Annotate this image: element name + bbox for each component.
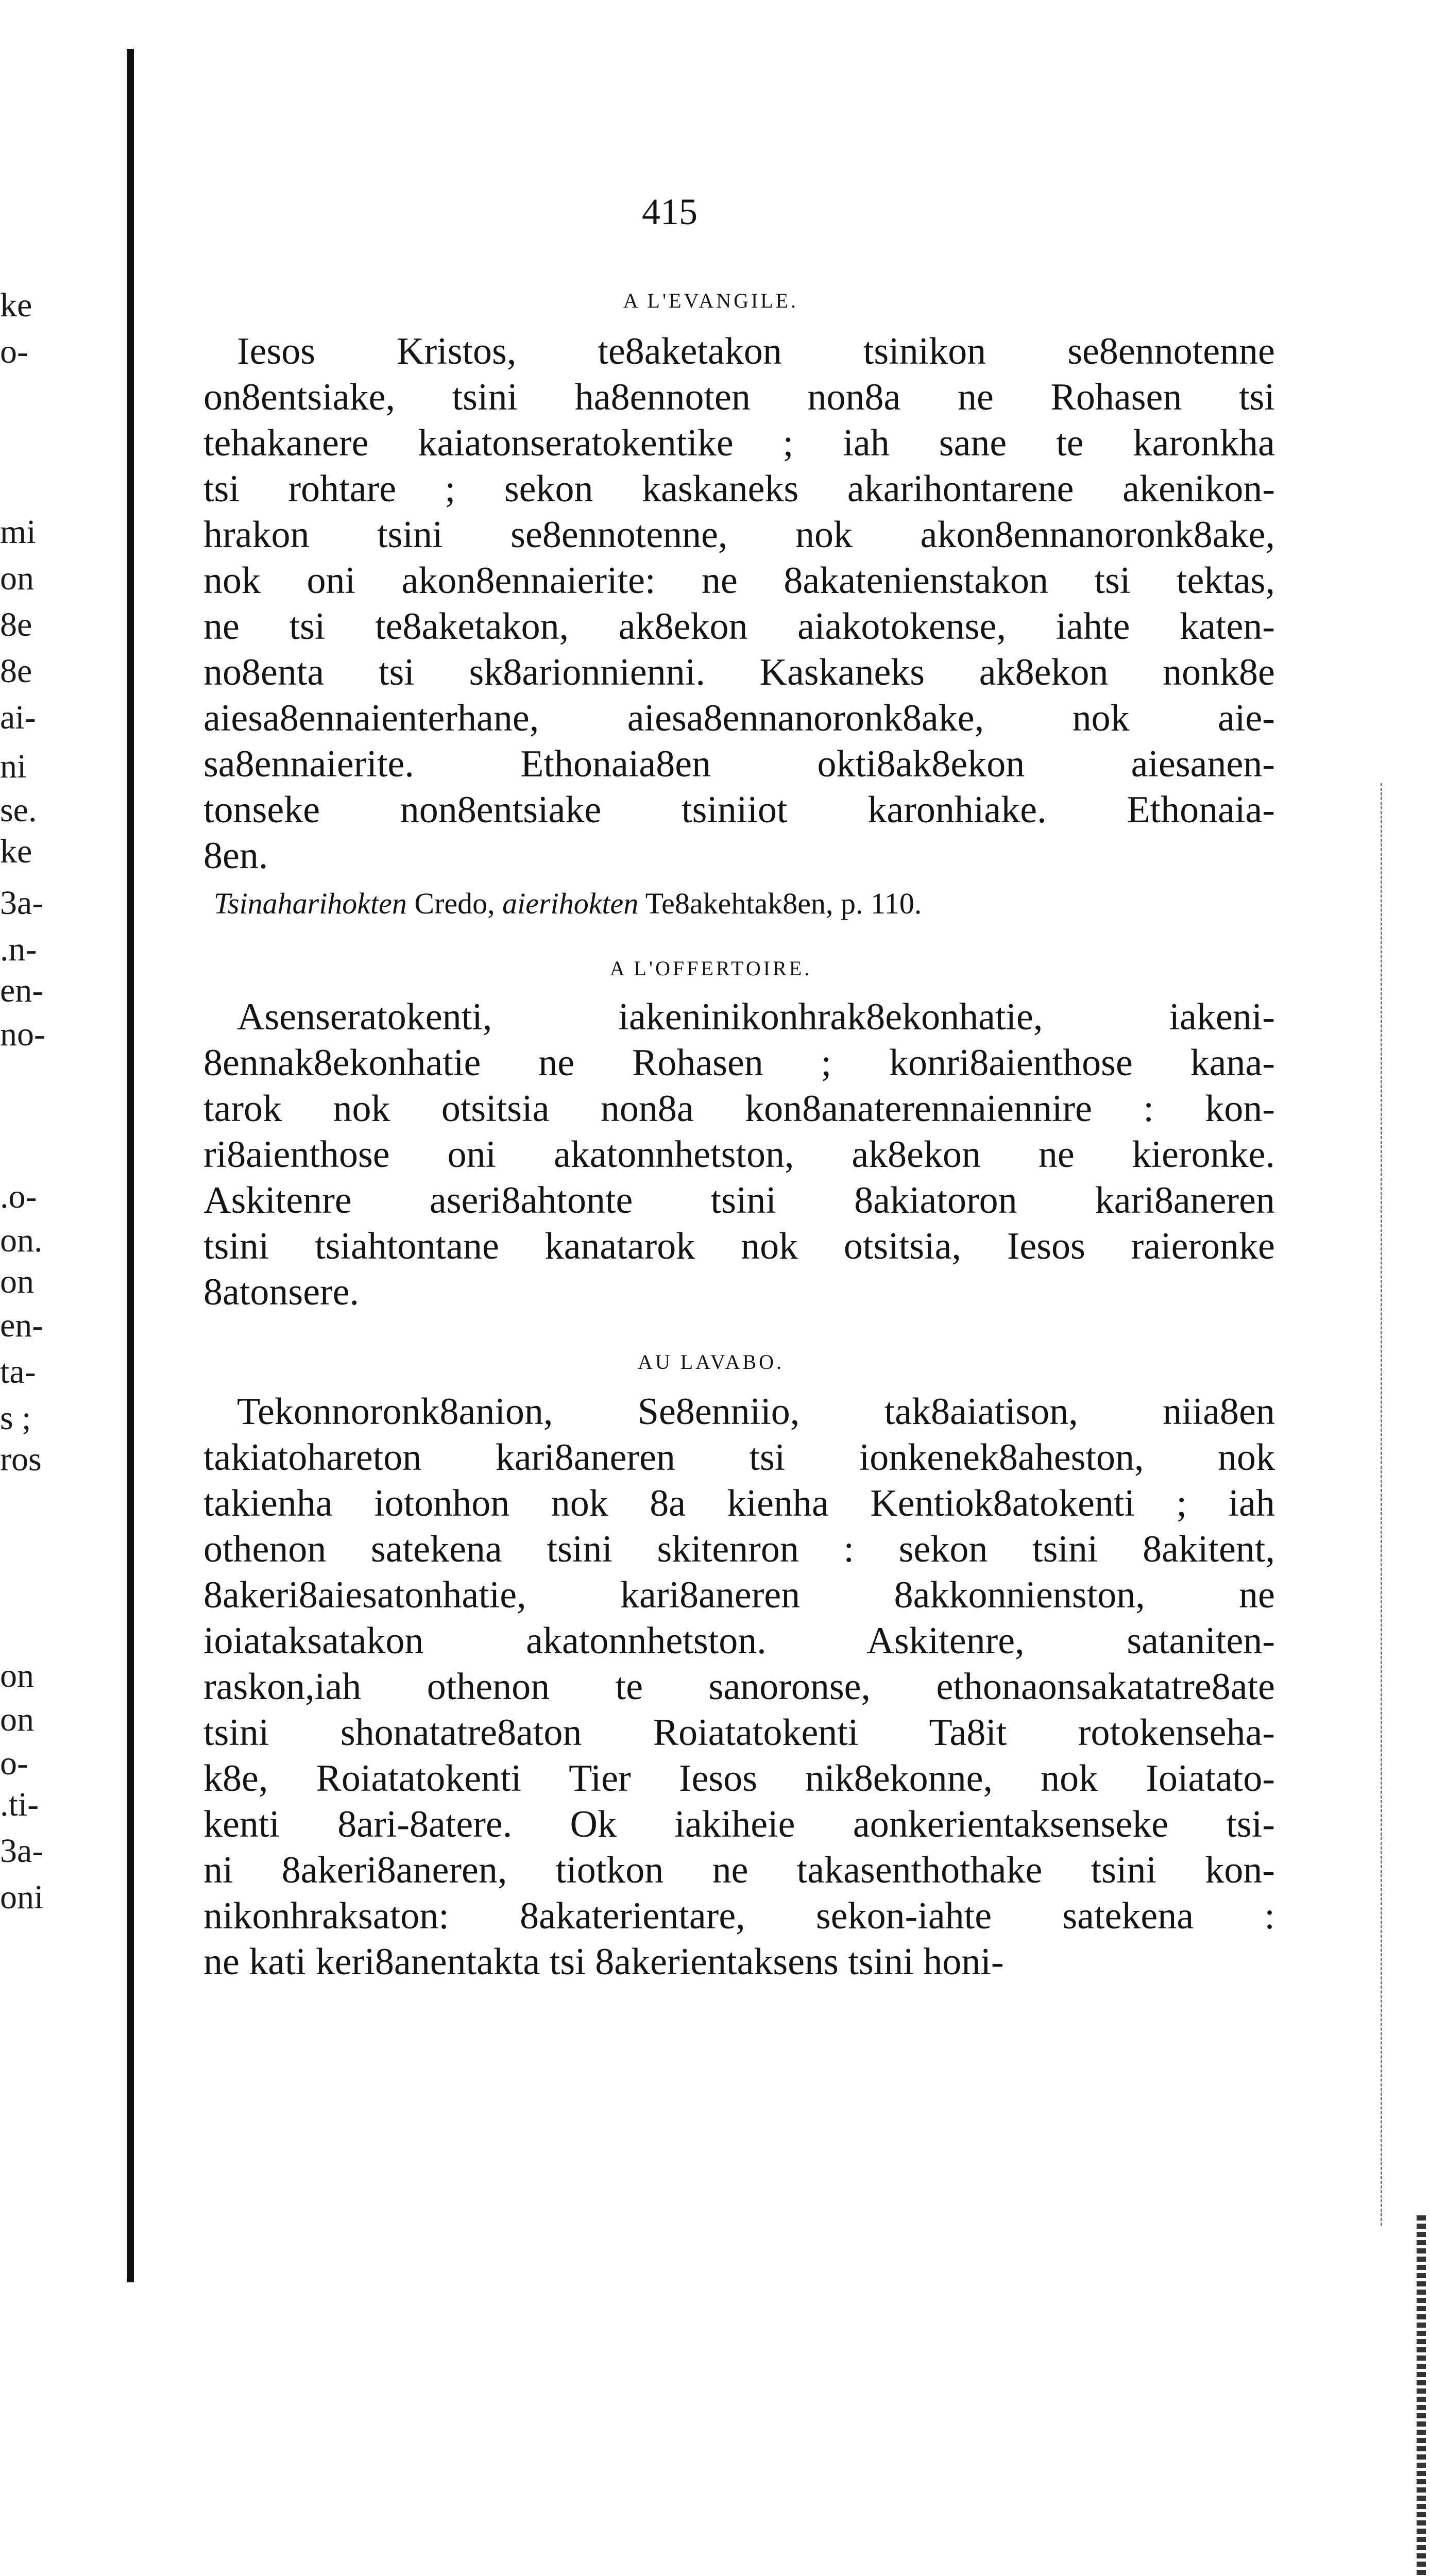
text-line: ioiataksatakon akatonnhetston. Askitenre, sataniten- [203, 1620, 1275, 1662]
text-line: 8ennak8ekonhatie ne Rohasen ; konri8aienthose kana- [203, 1042, 1275, 1084]
paragraph-offertoire [203, 994, 1275, 1315]
edge-dashed-line [1381, 783, 1385, 2226]
margin-fragment: no- [0, 1018, 45, 1052]
margin-fragment: on. [0, 1224, 43, 1258]
text-line: 8en. [203, 835, 268, 877]
text-line: tarok nok otsitsia non8a kon8anaterennaiennire : kon- [203, 1088, 1275, 1130]
margin-fragment: 8e [0, 654, 32, 688]
margin-fragment: oni [0, 1880, 44, 1914]
text-line: tonseke non8entsiake tsiniiot karonhiake. Ethonaia- [203, 789, 1275, 831]
text-line: nikonhraksaton: 8akaterientare, sekon-iahte satekena : [203, 1895, 1275, 1937]
section-heading-offertoire: A L'OFFERTOIRE. [609, 957, 812, 980]
text-line: k8e, Roiatatokenti Tier Iesos nik8ekonne, nok Ioiatato- [203, 1757, 1275, 1800]
section-heading-lavabo: AU LAVABO. [637, 1350, 785, 1374]
margin-fragment: .n- [0, 933, 37, 967]
text-line: on8entsiake, tsini ha8ennoten non8a ne Rohasen tsi [203, 376, 1275, 418]
margin-fragment: en- [0, 1309, 44, 1343]
text-line: sa8ennaierite. Ethonaia8en okti8ak8ekon aiesanen- [203, 743, 1275, 785]
text-line: othenon satekena tsini skitenron : sekon tsini 8akitent, [203, 1528, 1275, 1570]
text-line: Iesos Kristos, te8aketakon tsinikon se8ennotenne [237, 330, 1275, 372]
text-line: takienha iotonhon nok 8a kienha Kentiok8atokenti ; iah [203, 1482, 1275, 1524]
page-number: 415 [642, 191, 697, 232]
margin-fragment: 8e [0, 608, 32, 642]
citation-text-2: Te8akehtak8en, p. 110. [638, 887, 922, 920]
text-line: Askitenre aseri8ahtonte tsini 8akiatoron kari8aneren [203, 1179, 1275, 1222]
margin-fragment: ros [0, 1443, 42, 1477]
margin-fragment: en- [0, 974, 44, 1008]
text-line: Tekonnoronk8anion, Se8enniio, tak8aiatison, niia8en [237, 1391, 1275, 1433]
margin-fragment: .ti- [0, 1788, 39, 1822]
margin-fragment: on [0, 1703, 34, 1737]
margin-fragment: on [0, 1659, 34, 1693]
citation-text-1: Credo, [406, 887, 503, 920]
binding-spine [127, 49, 134, 2282]
margin-fragment: .o- [0, 1180, 37, 1214]
margin-fragment: ke [0, 835, 32, 869]
citation-italic-2: aierihokten [502, 887, 639, 920]
text-line: 8akeri8aiesatonhatie, kari8aneren 8akkonnienston, ne [203, 1574, 1275, 1616]
citation-italic-1: Tsinaharihokten [214, 887, 407, 920]
margin-fragment: s ; [0, 1401, 31, 1435]
text-line: raskon,iah othenon te sanoronse, ethonaonsakatatre8ate [203, 1666, 1275, 1708]
text-line: hrakon tsini se8ennotenne, nok akon8ennanoronk8ake, [203, 514, 1275, 556]
right-edge-scan-artifact [1339, 783, 1430, 2298]
margin-fragment: mi [0, 515, 36, 549]
text-line: ri8aienthose oni akatonnhetston, ak8ekon ne kieronke. [203, 1133, 1275, 1176]
margin-fragment: 3a- [0, 1834, 44, 1868]
margin-fragment: o- [0, 1747, 28, 1781]
margin-fragment: on [0, 1265, 34, 1299]
text-line: ne tsi te8aketakon, ak8ekon aiakotokense, iahte katen- [203, 605, 1275, 648]
text-line: no8enta tsi sk8arionnienni. Kaskaneks ak8ekon nonk8e [203, 651, 1275, 693]
text-line: tsini shonatatre8aton Roiatatokenti Ta8it rotokenseha- [203, 1711, 1275, 1754]
left-margin-fragments [0, 0, 113, 2298]
text-line: tsini tsiahtontane kanatarok nok otsitsia, Iesos raieronke [203, 1225, 1275, 1267]
margin-fragment: ke [0, 289, 32, 323]
margin-fragment: ai- [0, 701, 36, 735]
text-line: tehakanere kaiatonseratokentike ; iah sane te karonkha [203, 422, 1275, 464]
text-line: tsi rohtare ; sekon kaskaneks akarihontarene akenikon- [203, 468, 1275, 510]
citation-line [214, 886, 1285, 921]
paragraph-evangile [203, 329, 1275, 879]
section-heading-evangile: A L'EVANGILE. [623, 289, 799, 312]
text-line: 8atonsere. [203, 1271, 360, 1313]
text-line: nok oni akon8ennaierite: ne 8akatenienstakon tsi tektas, [203, 560, 1275, 602]
text-line: aiesa8ennaienterhane, aiesa8ennanoronk8ake, nok aie- [203, 697, 1275, 739]
text-line: takiatohareton kari8aneren tsi ionkenek8aheston, nok [203, 1436, 1275, 1479]
margin-fragment: o- [0, 335, 28, 369]
text-line: Asenseratokenti, iakeninikonhrak8ekonhatie, iakeni- [237, 996, 1275, 1038]
text-line: kenti 8ari-8atere. Ok iakiheie aonkerientaksenseke tsi- [203, 1803, 1275, 1845]
margin-fragment: ni [0, 750, 27, 784]
margin-fragment: se. [0, 793, 37, 827]
margin-fragment: 3a- [0, 886, 44, 920]
paragraph-lavabo [203, 1389, 1275, 1985]
margin-fragment: ta- [0, 1355, 36, 1389]
text-line: ni 8akeri8aneren, tiotkon ne takasenthothake tsini kon- [203, 1849, 1275, 1891]
text-line: ne kati keri8anentakta tsi 8akerientaksens tsini honi- [203, 1941, 1004, 1983]
margin-fragment: on [0, 562, 34, 596]
edge-dark-bar [1417, 2215, 1426, 2576]
